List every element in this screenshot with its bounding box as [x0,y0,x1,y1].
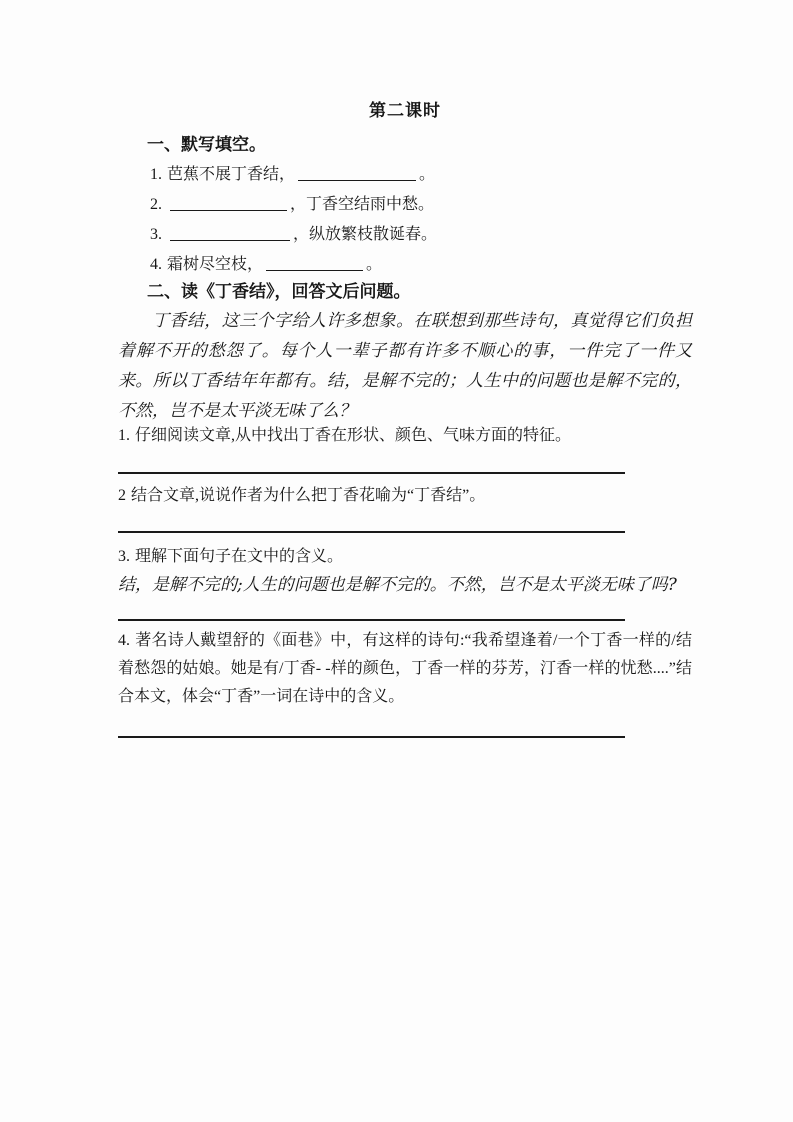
item-pre-text: 霜树尽空枝， [167,256,264,273]
question-4 [118,627,692,711]
question-number: 1. [118,427,130,444]
question-2 [118,485,692,507]
question-text: 理解下面句子在文中的含义。 [135,548,344,565]
item-post-text: 。 [366,256,383,273]
answer-line [118,736,625,738]
item-post-text: ，丁香空结雨中愁。 [290,196,435,213]
answer-line [118,472,625,474]
fill-blank-item-1 [150,164,435,186]
question-number: 2 [118,487,126,504]
fill-blank-item-3 [150,224,437,246]
item-number: 1. [150,166,162,183]
answer-blank-underline [298,166,416,181]
answer-line [118,619,625,621]
section2-heading: 二、读《丁香结》，回答文后问题。 [147,282,411,301]
question-3-quoted-sentence: 结，是解不完的;人生的问题也是解不完的。不然，岂不是太平淡无味了吗? [118,575,677,595]
question-number: 4. [118,632,130,649]
answer-line [118,531,625,533]
item-post-text: ，纵放繁枝散诞春。 [293,226,438,243]
question-3 [118,546,692,568]
question-text: 著名诗人戴望舒的《面巷》中，有这样的诗句:“我希望逢着/一个丁香一样的/结着愁怨的姑娘。她是有/丁香- -样的颜色，丁香一样的芬芳，汀香一样的忧愁....”结合本文，体会“丁香”一词在诗中的含义。 [118,632,692,705]
item-post-text: 。 [419,166,436,183]
item-number: 4. [150,256,162,273]
item-number: 2. [150,196,162,213]
question-1 [118,425,692,447]
fill-blank-item-4 [150,254,382,276]
answer-blank-underline [170,226,290,241]
section1-heading: 一、默写填空。 [147,135,266,154]
question-text: 结合文章,说说作者为什么把丁香花喻为“丁香结”。 [131,487,486,504]
answer-blank-underline [266,256,363,271]
fill-blank-item-2 [150,194,434,216]
reading-passage: 丁香结，这三个字给人许多想象。在联想到那些诗句，真觉得它们负担着解不开的愁怨了。每个人一辈子都有许多不顺心的事，一件完了一件又来。所以丁香结年年都有。结，是解不完的；人生中的问题也是解不完的，不然，岂不是太平淡无味了么？ [118,311,692,421]
item-pre-text: 芭蕉不展丁香结， [167,166,296,183]
item-number: 3. [150,226,162,243]
answer-blank-underline [170,196,287,211]
question-text: 仔细阅读文章,从中找出丁香在形状、颜色、气味方面的特征。 [135,427,572,444]
page-title: 第二课时 [369,101,441,120]
question-number: 3. [118,548,130,565]
